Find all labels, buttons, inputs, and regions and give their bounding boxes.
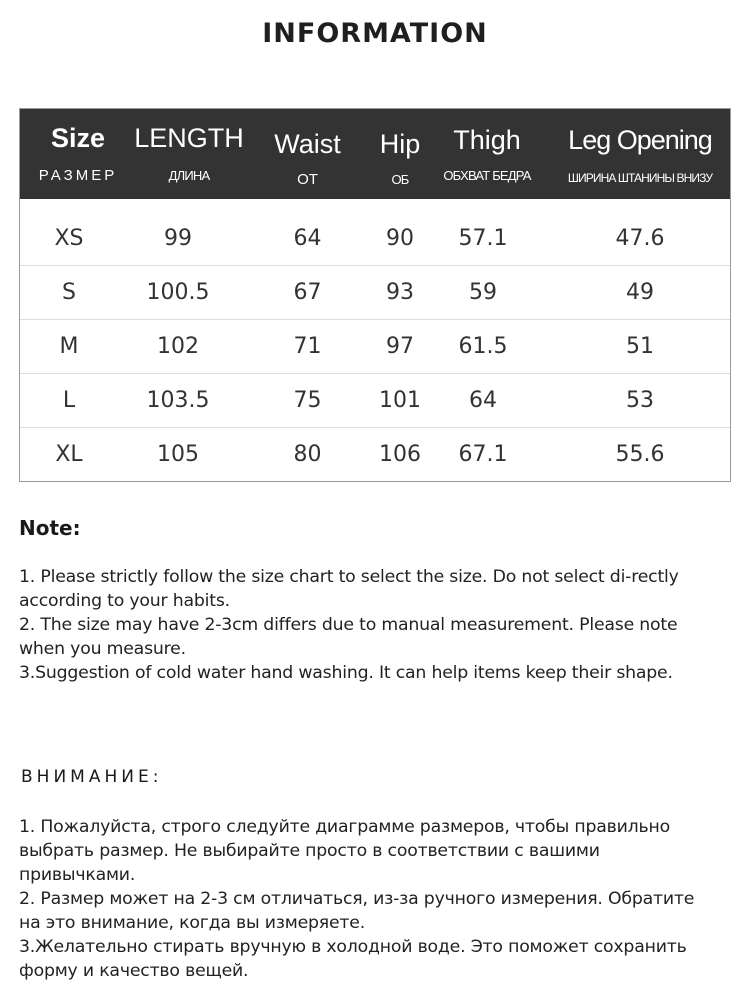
header-length (126, 109, 252, 199)
header-waist-en: Waist (274, 129, 341, 159)
header-length-ru: ДЛИНА (168, 168, 210, 183)
size-chart-table (19, 108, 731, 482)
cell-thigh: 67.1 (458, 442, 508, 467)
cell-leg-opening: 55.6 (615, 442, 665, 467)
header-size-en: Size (50, 123, 106, 153)
cell-leg-opening: 49 (626, 280, 654, 305)
table-row (20, 320, 730, 374)
header-thigh-en: Thigh (453, 125, 521, 155)
note-paragraph: 2. The size may have 2-3cm differs due to manual measurement. Please note when you measure. (19, 615, 678, 659)
note-ru-paragraph: 2. Размер может на 2-3 см отличаться, из-за ручного измерения. Обратите на это внимание, когда вы измеряете. (19, 889, 695, 933)
header-waist (260, 109, 355, 199)
table-header (20, 109, 730, 199)
header-leg-opening-ru: ШИРИНА ШТАНИНЫ ВНИЗУ (567, 171, 713, 185)
cell-waist: 80 (293, 442, 322, 467)
table-row (20, 266, 730, 320)
cell-hip: 97 (386, 334, 414, 359)
header-hip-ru: ОБ (391, 172, 409, 187)
cell-length: 105 (157, 442, 199, 467)
cell-length: 103.5 (146, 388, 210, 413)
header-hip-en: Hip (379, 129, 421, 159)
cell-hip: 101 (379, 388, 421, 413)
cell-size: XS (54, 226, 84, 251)
note-ru-paragraph: 3.Желательно стирать вручную в холодной воде. Это поможет сохранить форму и качество вещей. (19, 937, 687, 981)
cell-size: L (62, 388, 76, 413)
header-leg-opening-en: Leg Opening (568, 125, 712, 155)
header-size-ru: РАЗМЕР (38, 167, 118, 184)
cell-waist: 67 (293, 280, 322, 305)
cell-leg-opening: 53 (626, 388, 654, 413)
cell-leg-opening: 47.6 (615, 226, 665, 251)
table-row (20, 212, 730, 266)
table-row (20, 428, 730, 482)
cell-hip: 106 (379, 442, 421, 467)
header-leg-opening (552, 109, 728, 199)
header-thigh (428, 109, 546, 199)
header-size (30, 109, 126, 199)
cell-waist: 71 (293, 334, 322, 359)
cell-thigh: 59 (469, 280, 497, 305)
cell-hip: 90 (386, 226, 414, 251)
note-body (19, 565, 719, 685)
cell-thigh: 61.5 (458, 334, 508, 359)
cell-size: M (59, 334, 79, 359)
cell-size: XL (55, 442, 83, 467)
cell-hip: 93 (386, 280, 414, 305)
note-heading: Note: (19, 516, 81, 540)
header-waist-ru: ОТ (297, 171, 318, 188)
note-ru-heading: ВНИМАНИЕ: (21, 767, 163, 787)
note-paragraph: 1. Please strictly follow the size chart to select the size. Do not select di-rectly according to your habits. (19, 567, 679, 611)
cell-size: S (62, 280, 76, 305)
header-thigh-ru: ОБХВАТ БЕДРА (443, 168, 531, 183)
cell-length: 102 (157, 334, 199, 359)
cell-leg-opening: 51 (626, 334, 654, 359)
page-title: INFORMATION (262, 18, 488, 49)
cell-length: 99 (164, 226, 192, 251)
cell-thigh: 57.1 (458, 226, 508, 251)
header-hip (365, 109, 435, 199)
cell-length: 100.5 (146, 280, 210, 305)
note-paragraph: 3.Suggestion of cold water hand washing. It can help items keep their shape. (19, 663, 673, 683)
note-ru-paragraph: 1. Пожалуйста, строго следуйте диаграмме размеров, чтобы правильно выбрать размер. Не выбирайте просто в соответствии с вашими привычками. (19, 817, 670, 885)
header-length-en: LENGTH (134, 123, 244, 153)
cell-waist: 75 (293, 388, 322, 413)
cell-thigh: 64 (469, 388, 497, 413)
table-row (20, 374, 730, 428)
note-ru-body (19, 815, 719, 983)
cell-waist: 64 (293, 226, 322, 251)
